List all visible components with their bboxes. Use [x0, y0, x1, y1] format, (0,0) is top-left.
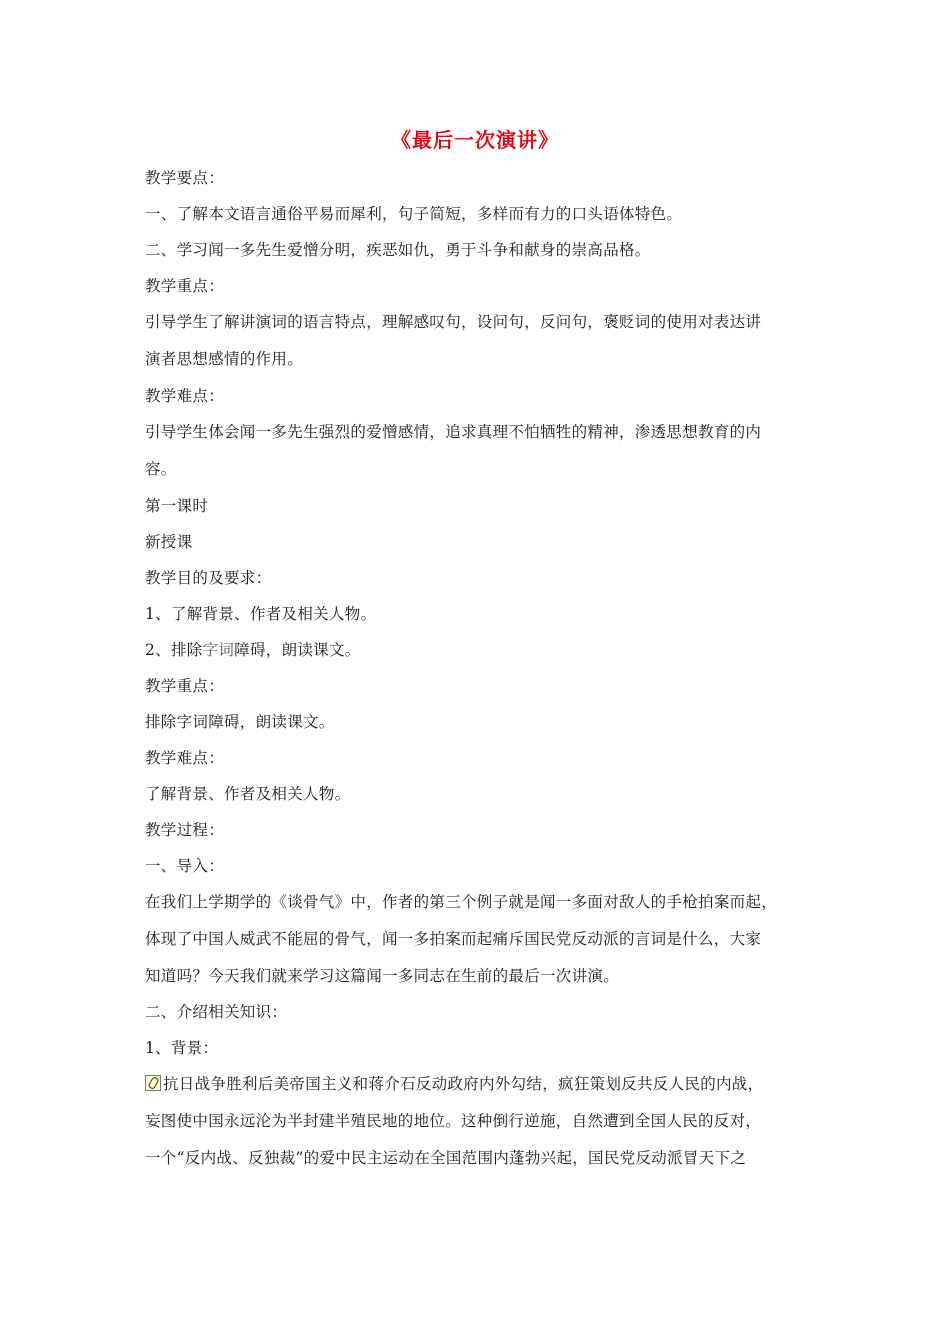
- document-icon: [145, 1075, 161, 1091]
- paragraph-line: 排除字词障碍，朗读课文。: [145, 713, 335, 731]
- muted-text: 字词: [202, 641, 235, 659]
- section-heading: 教学重点：: [145, 677, 225, 695]
- section-heading: 一、导入：: [145, 857, 225, 875]
- section-heading: 教学过程：: [145, 821, 225, 839]
- lesson-label: 第一课时: [145, 497, 209, 515]
- list-item: 1、了解背景、作者及相关人物。: [145, 605, 377, 623]
- paragraph-line: [145, 1066, 810, 1103]
- section-heading: 教学重点：: [145, 277, 225, 295]
- paragraph-line: 在我们上学期学的《谈骨气》中，作者的第三个例子就是闻一多面对敌人的手枪拍案而起，: [145, 893, 778, 911]
- paragraph-line: 一、了解本文语言通俗平易而犀利，句子简短，多样而有力的口头语体特色。: [145, 205, 683, 223]
- section-heading: 教学要点：: [145, 169, 225, 187]
- document-title: 《最后一次演讲》: [391, 128, 559, 152]
- paragraph-line: 体现了中国人威武不能屈的骨气，闻一多拍案而起痛斥国民党反动派的言词是什么，大家: [145, 930, 762, 948]
- paragraph-line: 二、学习闻一多先生爱憎分明，疾恶如仇，勇于斗争和献身的崇高品格。: [145, 241, 651, 259]
- section-heading: 1、背景：: [145, 1039, 219, 1057]
- lesson-type: 新授课: [145, 533, 193, 551]
- paragraph-line: 知道吗？今天我们就来学习这篇闻一多同志在生前的最后一次讲演。: [145, 967, 620, 985]
- paragraph-line: 容。: [145, 460, 177, 478]
- section-heading: 二、介绍相关知识：: [145, 1003, 288, 1021]
- paragraph-text: 抗日战争胜利后美帝国主义和蒋介石反动政府内外勾结，疯狂策划反共反人民的内战，: [163, 1075, 764, 1093]
- list-item: [145, 632, 810, 668]
- paragraph-line: 了解背景、作者及相关人物。: [145, 785, 351, 803]
- paragraph-line: 引导学生了解讲演词的语言特点，理解感叹句，设问句，反问句，褒贬词的使用对表达讲: [145, 313, 762, 331]
- section-heading: 教学难点：: [145, 387, 225, 405]
- paragraph-line: 引导学生体会闻一多先生强烈的爱憎感情，追求真理不怕牺牲的精神，渗透思想教育的内: [145, 423, 762, 441]
- section-heading: 教学难点：: [145, 749, 225, 767]
- paragraph-line: 演者思想感情的作用。: [145, 350, 304, 368]
- paragraph-line: 妄图使中国永远沦为半封建半殖民地的地位。这种倒行逆施，自然遭到全国人民的反对，: [145, 1112, 762, 1130]
- document-body: [145, 160, 810, 1177]
- paragraph-line: 一个“反内战、反独裁”的爱中民主运动在全国范围内蓬勃兴起，国民党反动派冒天下之: [145, 1149, 747, 1167]
- section-heading: 教学目的及要求：: [145, 569, 272, 587]
- list-item-text: 2、排除: [145, 641, 203, 659]
- list-item-tail: 障碍，朗读课文。: [234, 641, 361, 659]
